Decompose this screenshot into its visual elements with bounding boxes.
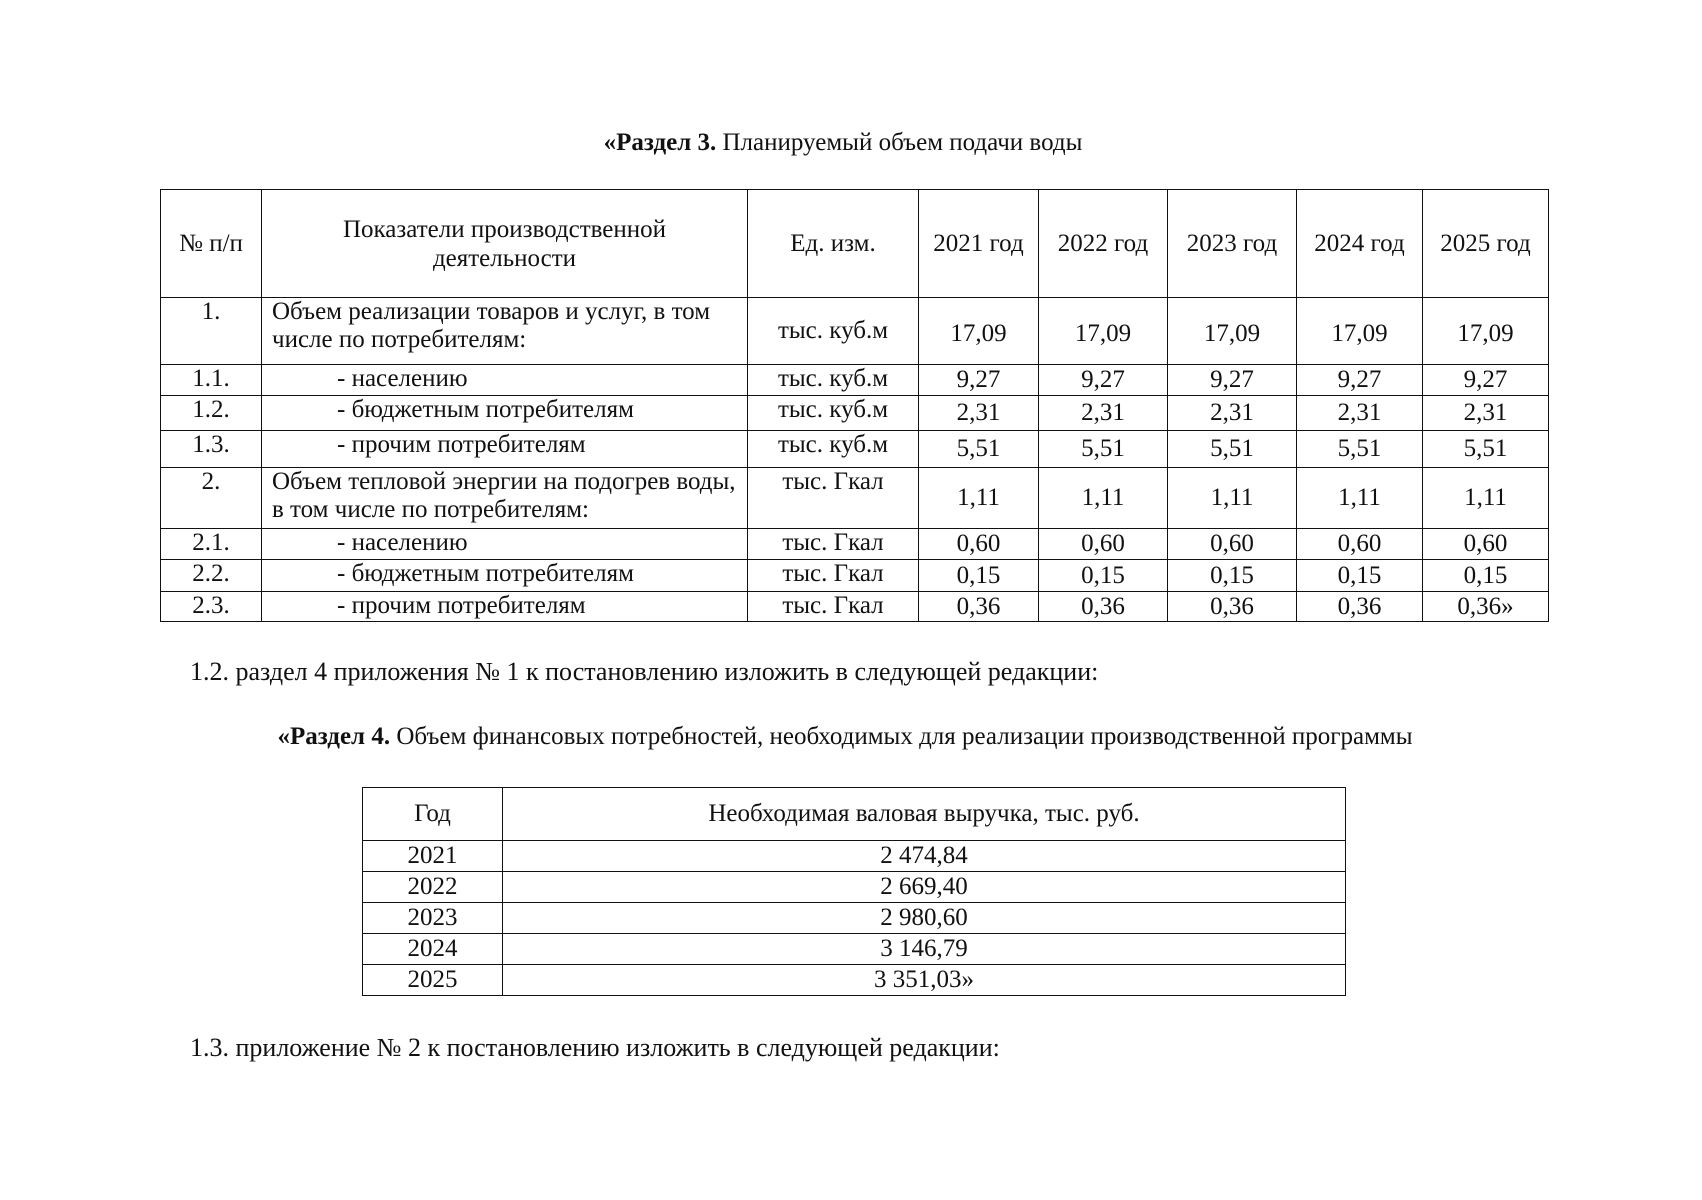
header-cell: 2024 год: [1297, 190, 1423, 298]
header-cell: 2022 год: [1039, 190, 1168, 298]
value-2021: 9,27: [919, 365, 1039, 396]
row-name: - прочим потребителям: [262, 592, 748, 622]
revenue-cell: 3 351,03»: [503, 965, 1346, 996]
header-cell: Год: [363, 788, 503, 841]
row-name: Объем тепловой энергии на подогрев воды, в том числе по потребителям:: [262, 468, 748, 529]
revenue-cell: 3 146,79: [503, 934, 1346, 965]
value-2024: 0,15: [1297, 560, 1423, 592]
value-2022: 0,36: [1039, 592, 1168, 622]
value-2021: 17,09: [919, 298, 1039, 365]
section-4-title-bold: «Раздел 4.: [277, 723, 391, 750]
value-2024: 5,51: [1297, 431, 1423, 468]
header-cell: Необходимая валовая выручка, тыс. руб.: [503, 788, 1346, 841]
row-name: Объем реализации товаров и услуг, в том числе по потребителям:: [262, 298, 748, 365]
year-cell: 2024: [363, 934, 503, 965]
row-name: - населению: [262, 365, 748, 396]
section-4-title: [0, 722, 1696, 752]
water-supply-table: [160, 189, 1549, 622]
revenue-cell: 2 980,60: [503, 903, 1346, 934]
row-unit: тыс. куб.м: [748, 396, 919, 431]
value-2025: 5,51: [1423, 431, 1549, 468]
year-cell: 2025: [363, 965, 503, 996]
revenue-table: [362, 787, 1346, 996]
year-cell: 2023: [363, 903, 503, 934]
header-cell: 2023 год: [1168, 190, 1297, 298]
value-2023: 9,27: [1168, 365, 1297, 396]
value-2025: 9,27: [1423, 365, 1549, 396]
value-2022: 2,31: [1039, 396, 1168, 431]
revenue-cell: 2 474,84: [503, 841, 1346, 872]
row-number: 2.3.: [161, 592, 262, 622]
table-header-row: [363, 788, 1346, 841]
header-cell: № п/п: [161, 190, 262, 298]
value-2021: 1,11: [919, 468, 1039, 529]
value-2021: 0,60: [919, 529, 1039, 560]
section-3-title-bold: «Раздел 3.: [603, 129, 717, 156]
value-2022: 5,51: [1039, 431, 1168, 468]
value-2021: 2,31: [919, 396, 1039, 431]
value-2025: 0,60: [1423, 529, 1549, 560]
value-2021: 5,51: [919, 431, 1039, 468]
value-2023: 1,11: [1168, 468, 1297, 529]
row-unit: тыс. Гкал: [748, 468, 919, 529]
table-row: [363, 934, 1346, 965]
value-2025: 0,36»: [1423, 592, 1549, 622]
row-number: 2.2.: [161, 560, 262, 592]
table-row: [363, 841, 1346, 872]
value-2024: 1,11: [1297, 468, 1423, 529]
row-unit: тыс. куб.м: [748, 365, 919, 396]
value-2023: 0,60: [1168, 529, 1297, 560]
table-row: [161, 298, 1549, 365]
value-2025: 2,31: [1423, 396, 1549, 431]
header-cell: 2021 год: [919, 190, 1039, 298]
value-2025: 0,15: [1423, 560, 1549, 592]
table-row: [363, 965, 1346, 996]
value-2024: 0,36: [1297, 592, 1423, 622]
table-header-row: [161, 190, 1549, 298]
section-4-title-text: Объем финансовых потребностей, необходимых для реализации производственной программы: [390, 723, 1413, 750]
header-cell: 2025 год: [1423, 190, 1549, 298]
value-2023: 5,51: [1168, 431, 1297, 468]
value-2022: 0,60: [1039, 529, 1168, 560]
header-cell: Ед. изм.: [748, 190, 919, 298]
row-name: - прочим потребителям: [262, 431, 748, 468]
section-3-title-text: Планируемый объем подачи воды: [716, 129, 1083, 156]
year-cell: 2021: [363, 841, 503, 872]
row-number: 1.1.: [161, 365, 262, 396]
value-2021: 0,15: [919, 560, 1039, 592]
value-2024: 17,09: [1297, 298, 1423, 365]
row-number: 1.2.: [161, 396, 262, 431]
row-unit: тыс. куб.м: [748, 298, 919, 365]
row-unit: тыс. Гкал: [748, 560, 919, 592]
value-2022: 1,11: [1039, 468, 1168, 529]
value-2024: 9,27: [1297, 365, 1423, 396]
row-number: 2.1.: [161, 529, 262, 560]
value-2024: 0,60: [1297, 529, 1423, 560]
value-2025: 17,09: [1423, 298, 1549, 365]
year-cell: 2022: [363, 872, 503, 903]
table-row: [363, 903, 1346, 934]
section-3-title: [0, 128, 1694, 158]
row-number: 1.: [161, 298, 262, 365]
value-2021: 0,36: [919, 592, 1039, 622]
paragraph-1-3: 1.3. приложение № 2 к постановлению изложить в следующей редакции:: [190, 1033, 1000, 1062]
row-name: - населению: [262, 529, 748, 560]
value-2023: 2,31: [1168, 396, 1297, 431]
table-row: [161, 529, 1549, 560]
revenue-cell: 2 669,40: [503, 872, 1346, 903]
table-row: [161, 468, 1549, 529]
value-2025: 1,11: [1423, 468, 1549, 529]
table-row: [161, 365, 1549, 396]
value-2023: 0,15: [1168, 560, 1297, 592]
table-row: [363, 872, 1346, 903]
row-unit: тыс. Гкал: [748, 529, 919, 560]
value-2024: 2,31: [1297, 396, 1423, 431]
row-unit: тыс. Гкал: [748, 592, 919, 622]
header-cell: Показатели производственной деятельности: [262, 190, 748, 298]
table-row: [161, 396, 1549, 431]
row-number: 1.3.: [161, 431, 262, 468]
value-2022: 9,27: [1039, 365, 1168, 396]
table-row: [161, 592, 1549, 622]
table-row: [161, 431, 1549, 468]
value-2022: 17,09: [1039, 298, 1168, 365]
value-2023: 0,36: [1168, 592, 1297, 622]
row-number: 2.: [161, 468, 262, 529]
paragraph-1-2: 1.2. раздел 4 приложения № 1 к постановлению изложить в следующей редакции:: [190, 657, 1099, 686]
row-name: - бюджетным потребителям: [262, 396, 748, 431]
row-name: - бюджетным потребителям: [262, 560, 748, 592]
table-row: [161, 560, 1549, 592]
value-2022: 0,15: [1039, 560, 1168, 592]
value-2023: 17,09: [1168, 298, 1297, 365]
row-unit: тыс. куб.м: [748, 431, 919, 468]
